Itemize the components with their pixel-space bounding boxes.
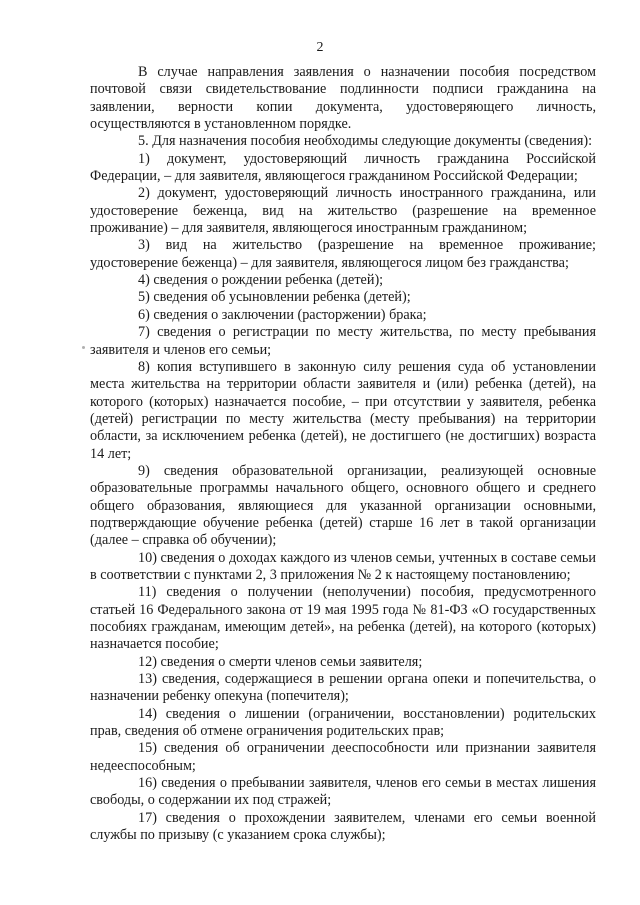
list-item-9: 9) сведения образовательной организации, реализующей основные образовательные программы начального общего, основного общего и среднего общего образования, являющиеся для указанной организации основными, подтверждающие обучение ребенка (детей) старше 16 лет в такой организации (далее – справка об обучении); — [90, 462, 596, 549]
list-item-5: 5) сведения об усыновлении ребенка (детей); — [138, 289, 411, 306]
list-item-11: 11) сведения о получении (неполучении) пособия, предусмотренного статьей 16 Федерального закона от 19 мая 1995 года № 81-ФЗ «О государственных пособиях гражданам, имеющим детей», на ребенка (детей), на которого (которых) назначается пособие; — [90, 584, 596, 653]
list-item-17: 17) сведения о прохождении заявителем, членами его семьи военной службы по призыву (с указанием срока службы); — [90, 809, 596, 844]
list-item-13: 13) сведения, содержащиеся в решении органа опеки и попечительства, о назначении ребенку опекуна (попечителя); — [90, 671, 596, 705]
page-number: 2 — [316, 40, 324, 55]
list-item-16: 16) сведения о пребывании заявителя, членов его семьи в местах лишения свободы, о содержании их под стражей; — [90, 775, 596, 809]
paragraph-section-5-heading: 5. Для назначения пособия необходимы следующие документы (сведения): — [138, 133, 593, 150]
list-item-14: 14) сведения о лишении (ограничении, восстановлении) родительских прав, сведения об отмене ограничения родительских прав; — [90, 705, 596, 740]
list-item-1: 1) документ, удостоверяющий личность гражданина Российской Федерации, – для заявителя, являющегося гражданином Российской Федерации; — [90, 150, 596, 185]
list-item-7: 7) сведения о регистрации по месту жительства, по месту пребывания заявителя и членов его семьи; — [90, 324, 596, 358]
list-item-2: 2) документ, удостоверяющий личность иностранного гражданина, или удостоверение беженца, вид на жительство (разрешение на временное проживание) – для заявителя, являющегося иностранным гражданином; — [90, 185, 596, 237]
margin-mark — [82, 346, 85, 349]
list-item-15: 15) сведения об ограничении дееспособности или признании заявителя недееспособным; — [90, 740, 596, 774]
list-item-4: 4) сведения о рождении ребенка (детей); — [138, 272, 384, 289]
document-body — [90, 64, 596, 844]
list-item-12: 12) сведения о смерти членов семьи заявителя; — [138, 653, 423, 670]
paragraph-postal-certification: В случае направления заявления о назначении пособия посредством почтовой связи свидетельствование подлинности подписи гражданина на заявлении, верности копии документа, удостоверяющего личность, осуществляются в установленном порядке. — [90, 64, 596, 133]
list-item-8: 8) копия вступившего в законную силу решения суда об установлении места жительства на территории области заявителя и (или) ребенка (детей), на которого (которых) назначается пособие, – при отсутствии у заявителя, ребенка (детей) регистрации по месту жительства (месту пребывания) на территории области, за исключением ребенка (детей), не достигшего (не достигших) возраста 14 лет; — [90, 358, 596, 462]
list-item-3: 3) вид на жительство (разрешение на временное проживание; удостоверение беженца) – для заявителя, являющегося лицом без гражданства; — [90, 237, 596, 271]
list-item-6: 6) сведения о заключении (расторжении) брака; — [138, 306, 427, 323]
list-item-10: 10) сведения о доходах каждого из членов семьи, учтенных в составе семьи в соответствии с пунктами 2, 3 приложения № 2 к настоящему постановлению; — [90, 549, 596, 583]
